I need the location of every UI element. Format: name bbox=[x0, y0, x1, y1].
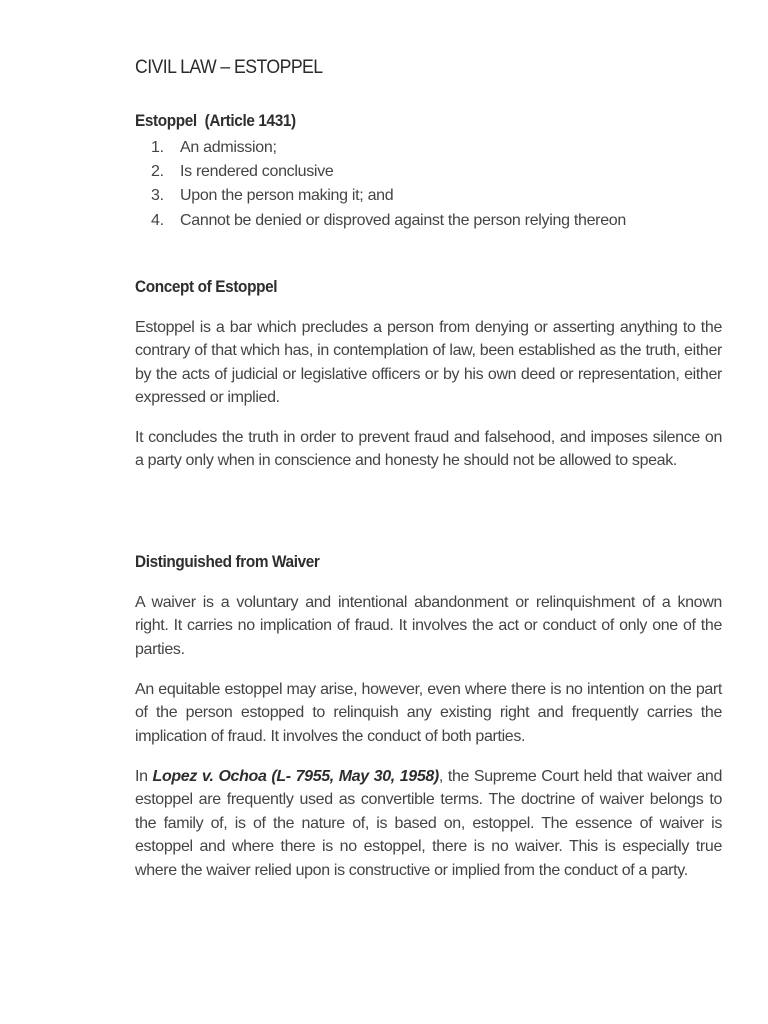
list-item-text: An admission; bbox=[180, 139, 277, 156]
list-item-number: 4. bbox=[151, 211, 164, 229]
list-item-text: Upon the person making it; and bbox=[180, 187, 394, 205]
document-title: CIVIL LAW – ESTOPPEL bbox=[135, 57, 323, 78]
case-paragraph-body: , the Supreme Court held that waiver and estoppel are frequently used as convertible terms. The doctrine of waiver belongs to the family of, is of the nature of, is based on, estoppel. The essence of waiver is estoppel and where there is no estoppel, there is no waiver. This is especially true where the waiver relied upon is constructive or implied from the conduct of a party. bbox=[135, 768, 722, 879]
list-item-number: 3. bbox=[151, 187, 164, 205]
estoppel-elements-list bbox=[135, 136, 626, 233]
list-item-number: 1. bbox=[151, 139, 164, 156]
list-item bbox=[135, 209, 626, 233]
case-citation: Lopez v. Ochoa (L- 7955, May 30, 1958) bbox=[152, 768, 439, 785]
concept-heading: Concept of Estoppel bbox=[135, 278, 278, 296]
list-item-text: Is rendered conclusive bbox=[180, 163, 334, 181]
concept-paragraph: It concludes the truth in order to prevent fraud and falsehood, and imposes silence on a party only when in conscience and honesty he should not be allowed to speak. bbox=[135, 429, 722, 470]
case-paragraph-prefix: In bbox=[135, 768, 153, 785]
concept-paragraph: Estoppel is a bar which precludes a person from denying or asserting anything to the contrary of that which has, in contemplation of law, been established as the truth, either by the acts of judicial or legislative officers or by his own deed or representation, either expressed or implied. bbox=[135, 319, 722, 407]
case-paragraph bbox=[135, 765, 722, 882]
waiver-paragraph: An equitable estoppel may arise, however, even where there is no intention on the part of the person estopped to relinquish any existing right and frequently carries the implication of fraud. It involves the conduct of both parties. bbox=[135, 681, 722, 745]
list-item bbox=[135, 184, 626, 208]
list-item bbox=[135, 160, 626, 184]
list-item-number: 2. bbox=[151, 163, 164, 181]
waiver-paragraph: A waiver is a voluntary and intentional abandonment or relinquishment of a known right. It carries no implication of fraud. It involves the act or conduct of only one of the parties. bbox=[135, 594, 722, 658]
list-item-text: Cannot be denied or disproved against the person relying thereon bbox=[180, 211, 627, 229]
list-item bbox=[135, 136, 626, 160]
estoppel-article-heading: Estoppel (Article 1431) bbox=[135, 112, 296, 130]
waiver-heading: Distinguished from Waiver bbox=[135, 553, 320, 571]
